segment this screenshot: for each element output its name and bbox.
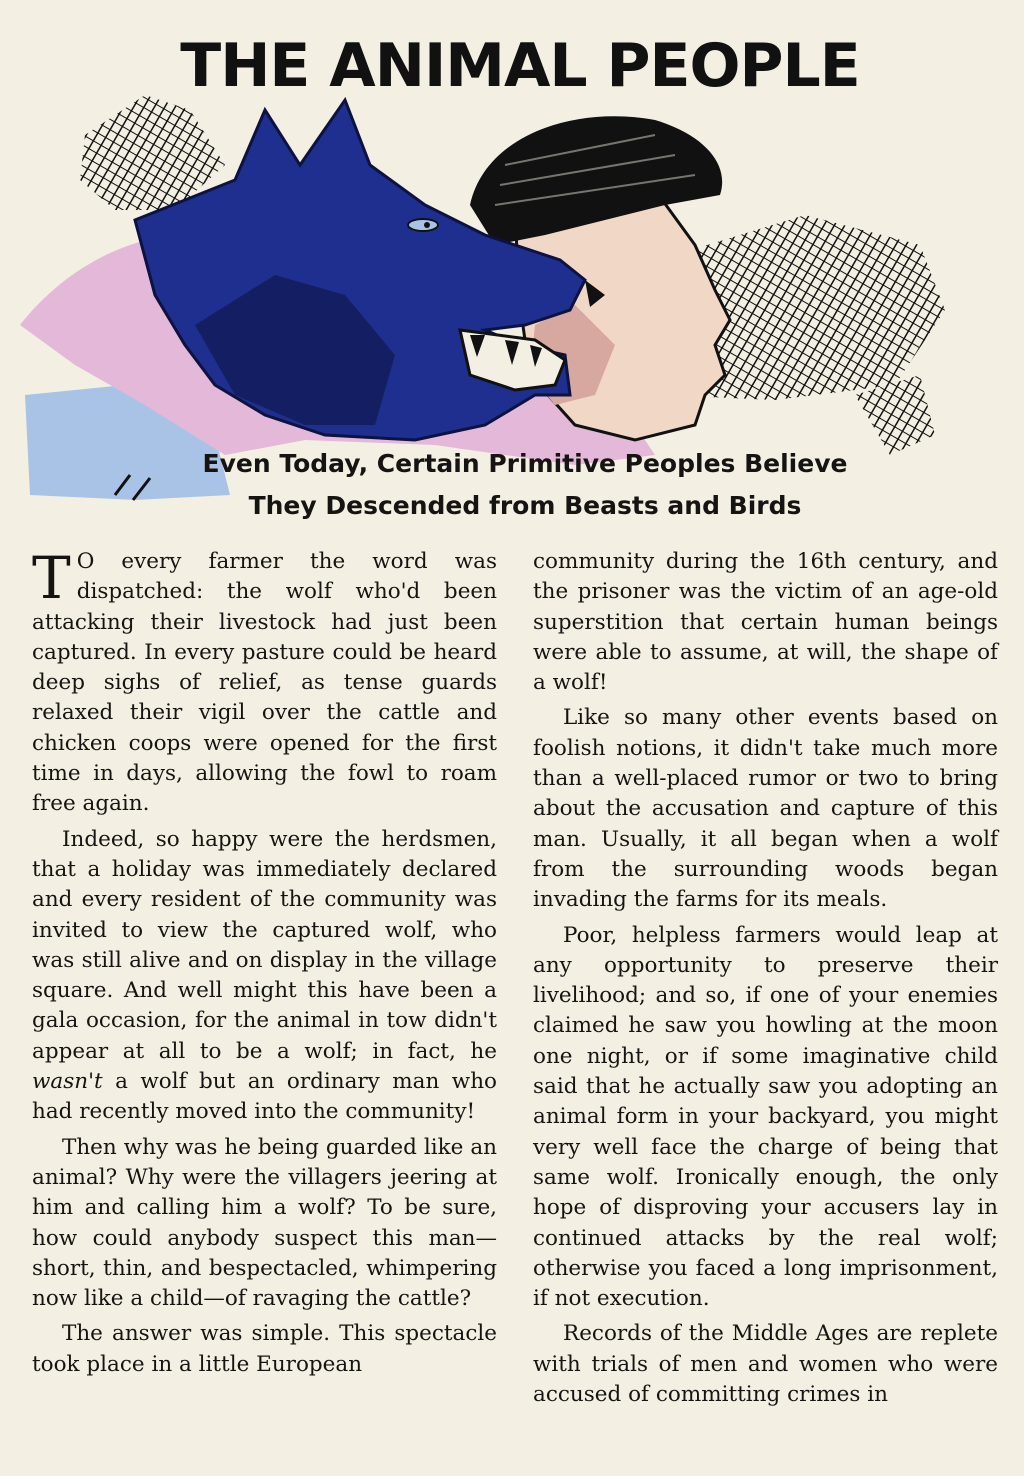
- page-title: THE ANIMAL PEOPLE: [180, 31, 860, 101]
- paragraph: [32, 544, 497, 820]
- paragraph-text: a wolf but an ordinary man who had recently moved into the community!: [32, 1069, 497, 1125]
- paragraph: The answer was simple. This spectacle took place in a little European: [32, 1321, 497, 1377]
- paragraph: Like so many other events based on foolish notions, it didn't take much more than a well-placed rumor or two to bring about the accusation and capture of this man. Usually, it all began when a wolf from the surrounding woods began invading the farms for its meals.: [533, 705, 998, 913]
- paragraph: community during the 16th century, and the prisoner was the victim of an age-old superstition that certain human beings were able to assume, at will, the shape of a wolf!: [533, 549, 998, 696]
- left-column: [32, 544, 497, 1385]
- paragraph: [32, 825, 497, 1128]
- subtitle-line-1: Even Today, Certain Primitive Peoples Believe: [202, 449, 848, 478]
- italic-word: wasn't: [32, 1069, 103, 1095]
- paragraph-text: O every farmer the word was dispatched: the wolf who'd been attacking their livestock had just been captured. In every pasture could be heard deep sighs of relief, as tense guards relaxed their vigil over the cattle and chicken coops were opened for the first time in days, allowing the fowl to roam free again.: [32, 549, 497, 817]
- paragraph: Then why was he being guarded like an animal? Why were the villagers jeering at him and calling him a wolf? To be sure, how could anybody suspect this man—short, thin, and bespectacled, whimpering now like a child—of ravaging the cattle?: [32, 1134, 497, 1312]
- subtitle: [130, 443, 920, 527]
- paragraph-text: Indeed, so happy were the herdsmen, that a holiday was immediately declared and every resident of the community was invited to view the captured wolf, who was still alive and on display in the village square. And well might this have been a gala occasion, for the animal in tow didn't appear at all to be a wolf; in fact, he: [32, 826, 497, 1064]
- right-column: [533, 547, 998, 1415]
- wolf-eye: [408, 219, 438, 231]
- subtitle-line-2: They Descended from Beasts and Birds: [248, 491, 802, 520]
- paragraph: Poor, helpless farmers would leap at any opportunity to preserve their livelihood; and so, if one of your enemies claimed he saw you howling at the moon one night, or if some imaginative child said that he actually saw you adopting an animal form in your backyard, you might very well face the charge of being that same wolf. Ironically enough, the only hope of disproving your accusers lay in continued attacks by the real wolf; otherwise you faced a long imprisonment, if not execution.: [533, 922, 998, 1312]
- drop-cap: T: [32, 544, 71, 612]
- paragraph: Records of the Middle Ages are replete with trials of men and women who were accused of committing crimes in: [533, 1321, 998, 1408]
